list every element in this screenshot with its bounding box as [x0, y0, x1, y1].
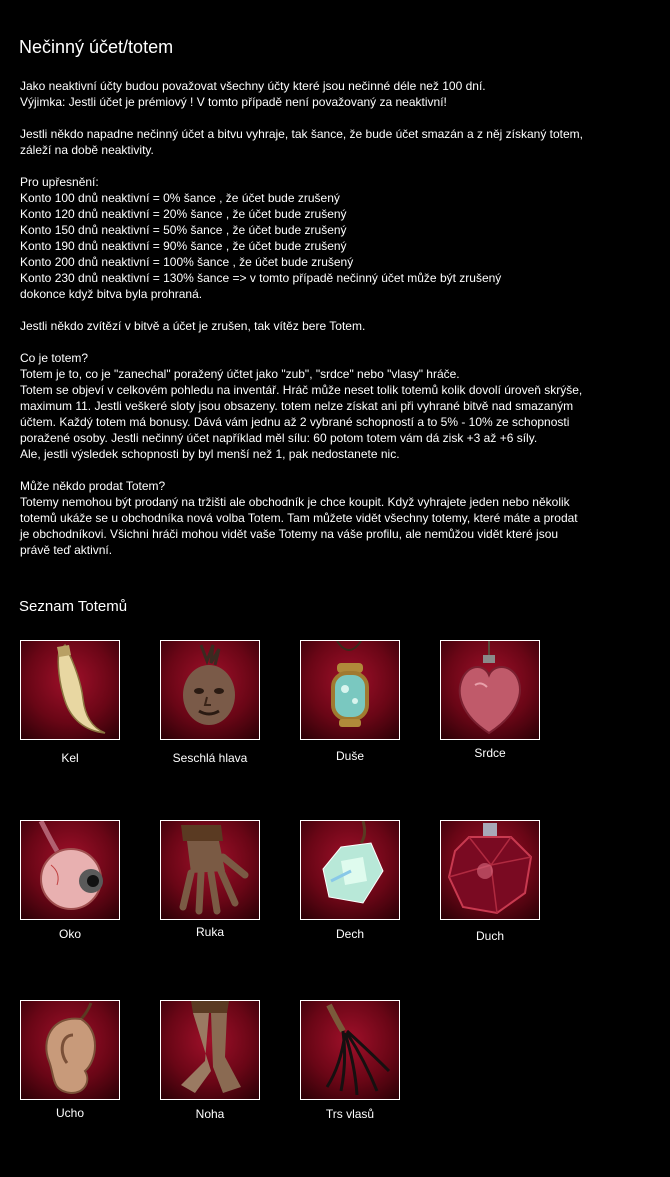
totem-label: Trs vlasů	[325, 1107, 375, 1121]
text-line: Konto 150 dnů neaktivní = 50% šance , že účet bude zrušený	[20, 223, 347, 237]
totem-label: Duch	[475, 929, 504, 943]
totem-tile-duse[interactable]	[300, 640, 400, 740]
totem-label: Noha	[195, 1107, 225, 1121]
feet-icon	[161, 1001, 259, 1099]
totem-label: Duše	[335, 749, 364, 763]
text-line: Jako neaktivní účty budou považovat všechny účty které jsou nečinné déle než 100 dní.	[20, 79, 486, 93]
text-line: Totem se objeví v celkovém pohledu na inventář. Hráč může neset tolik totemů kolik dovolí úroveň skrýše,	[20, 383, 583, 397]
text-line: záleží na době neaktivity.	[20, 143, 154, 157]
text-line: je obchodníkovi. Všichni hráči mohou vidět vaše Totemy na váše profilu, ale nemůžou vidět které jsou	[20, 527, 559, 541]
heart-icon	[441, 641, 539, 739]
totem-label: Oko	[58, 927, 81, 941]
totem-tile-duch[interactable]	[440, 820, 540, 920]
paragraph-winner-totem	[20, 318, 365, 334]
paragraph-deletion-chances	[20, 174, 501, 302]
text-line: totemů ukáže se u obchodníka nová volba Totem. Tam můžete vidět všechny totemy, které máte a prodat	[20, 511, 578, 525]
text-line: Totem je to, co je "zanechal" poražený účtet jako "zub", "srdce" nebo "vlasy" hráče.	[20, 367, 460, 381]
text-line: maximum 11. Jestli veškeré sloty jsou obsazeny. totem nelze získat ani při vyhrané bitvě nad smazaným	[20, 399, 574, 413]
paragraph-selling-totem	[20, 478, 578, 558]
text-line: právě teď aktivní.	[20, 543, 113, 557]
totem-tile-noha[interactable]	[160, 1000, 260, 1100]
paragraph-what-is-totem	[20, 350, 582, 462]
paragraph-attack-rule	[20, 126, 583, 158]
hair-tuft-icon	[301, 1001, 399, 1099]
totem-tile-trs-vlasu[interactable]	[300, 1000, 400, 1100]
text-line: Výjimka: Jestli účet je prémiový ! V tomto případě není považovaný za neaktivní!	[20, 95, 447, 109]
shrunken-head-icon	[161, 641, 259, 739]
totem-tile-ucho[interactable]	[20, 1000, 120, 1100]
breath-crystal-icon	[301, 821, 399, 919]
totem-tile-srdce[interactable]	[440, 640, 540, 740]
tusk-icon	[21, 641, 119, 739]
totem-tile-ruka[interactable]	[160, 820, 260, 920]
totem-tile-oko[interactable]	[20, 820, 120, 920]
text-line: Konto 200 dnů neaktivní = 100% šance , že účet bude zrušený	[20, 255, 354, 269]
totem-label: Seschlá hlava	[172, 751, 248, 765]
spirit-jar-icon	[441, 821, 539, 919]
text-line: Jestli někdo napadne nečinný účet a bitvu vyhraje, tak šance, že bude účet smazán a z něj získaný totem,	[20, 127, 583, 141]
text-line: Ale, jestli výsledek schopnosti by byl menší než 1, pak nedostanete nic.	[20, 447, 400, 461]
totem-label: Srdce	[474, 746, 506, 760]
text-line: Totemy nemohou být prodaný na tržišti ale obchodník je chce koupit. Když vyhrajete jeden nebo několik	[20, 495, 570, 509]
hand-icon	[161, 821, 259, 919]
text-line: Jestli někdo zvítězí v bitvě a účet je zrušen, tak vítěz bere Totem.	[20, 319, 366, 333]
text-line: Konto 120 dnů neaktivní = 20% šance , že účet bude zrušený	[20, 207, 347, 221]
totem-label: Dech	[335, 927, 364, 941]
totems-section-title: Seznam Totemů	[19, 598, 128, 615]
paragraph-inactive-definition	[20, 78, 486, 110]
totem-tile-dech[interactable]	[300, 820, 400, 920]
text-line: Pro upřesnění:	[20, 175, 99, 189]
text-line: dokonce když bitva byla prohraná.	[20, 287, 203, 301]
eye-icon	[21, 821, 119, 919]
totem-label: Ruka	[195, 925, 224, 939]
text-line: Konto 190 dnů neaktivní = 90% šance , že účet bude zrušený	[20, 239, 347, 253]
totem-tile-seschla-hlava[interactable]	[160, 640, 260, 740]
soul-vial-icon	[301, 641, 399, 739]
totem-label: Ucho	[55, 1106, 84, 1120]
ear-icon	[21, 1001, 119, 1099]
text-line: Konto 230 dnů neaktivní = 130% šance => v tomto případě nečinný účet může být zrušený	[20, 271, 502, 285]
text-line: účtem. Každý totem má bonusy. Dává vám jednu až 2 vybrané schopností a to 5% - 10% ze schopnosti	[20, 415, 570, 429]
page-title: Nečinný účet/totem	[19, 37, 174, 57]
totem-label: Kel	[61, 751, 79, 765]
text-line: Může někdo prodat Totem?	[20, 479, 166, 493]
text-line: poražené osoby. Jestli nečinný účet například měl sílu: 60 potom totem vám dá zisk +3 až +6 síly.	[20, 431, 538, 445]
text-line: Konto 100 dnů neaktivní = 0% šance , že účet bude zrušený	[20, 191, 340, 205]
totem-tile-kel[interactable]	[20, 640, 120, 740]
text-line: Co je totem?	[20, 351, 89, 365]
